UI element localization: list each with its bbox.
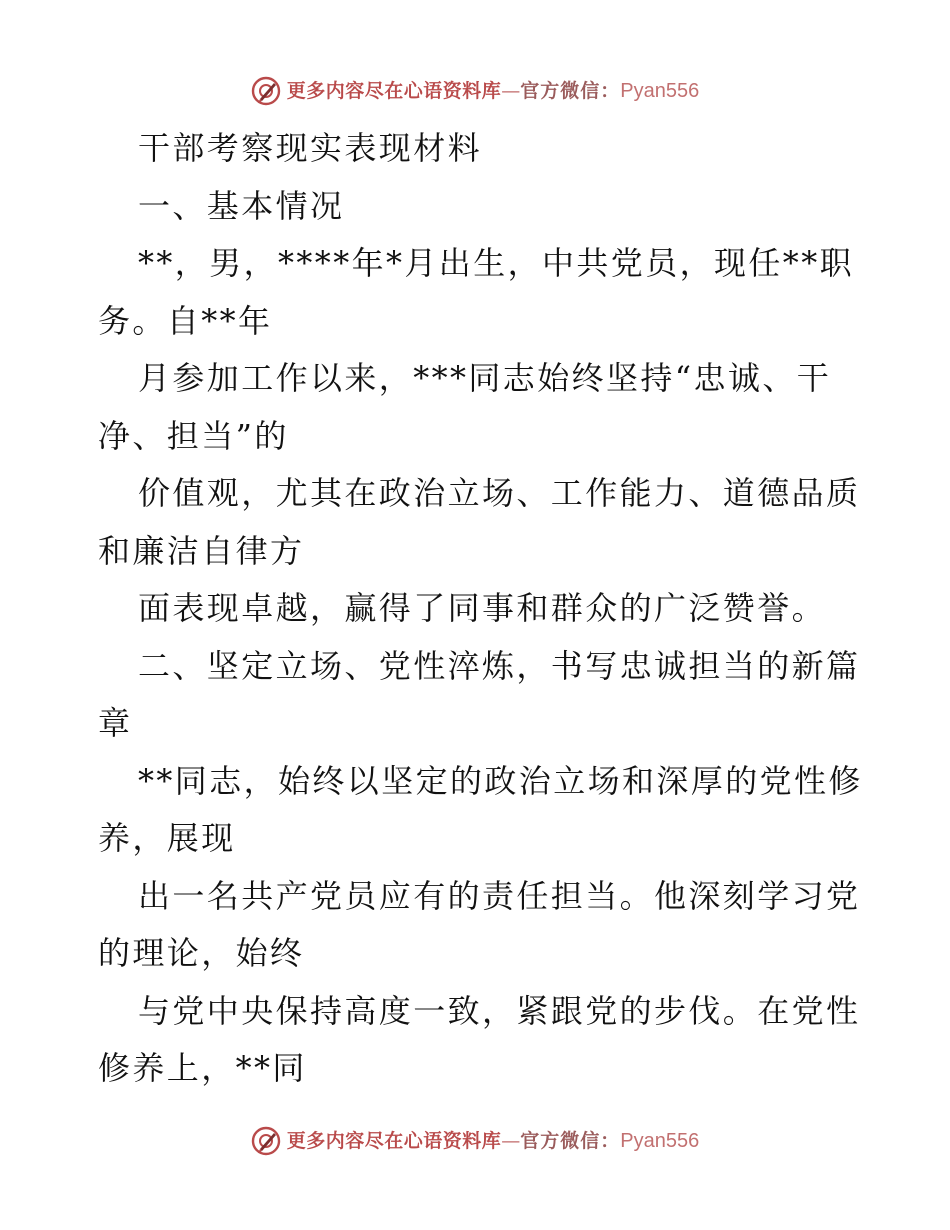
- section-heading: 二、坚定立场、党性淬炼，书写忠诚担当的新篇: [138, 646, 861, 685]
- paragraph-line: 的理论，始终: [98, 934, 305, 972]
- paragraph-line: 养，展现: [98, 819, 236, 857]
- paragraph-line: 与党中央保持高度一致，紧跟党的步伐。在党性: [138, 991, 861, 1030]
- pen-logo-icon: [251, 76, 281, 106]
- paragraph-line: 和廉洁自律方: [98, 531, 305, 570]
- section-heading-continued: 章: [98, 704, 133, 742]
- watermark-dash: —: [501, 1130, 521, 1152]
- watermark-header: [0, 76, 950, 106]
- paragraph-line: 面表现卓越，赢得了同事和群众的广泛赞誉。: [138, 589, 827, 627]
- pen-logo-icon: [251, 1126, 281, 1156]
- paragraph-line: **，男，****年*月出生，中共党员，现任**职: [138, 244, 855, 282]
- document-body: [98, 120, 863, 1098]
- watermark-title: 更多内容尽在心语资料库: [286, 1130, 502, 1152]
- paragraph-line: 月参加工作以来，***同志始终坚持“忠诚、干: [138, 359, 832, 397]
- watermark-wechat-id: Pyan556: [620, 80, 700, 102]
- section-heading: 一、基本情况: [138, 186, 345, 225]
- watermark-footer: [0, 1126, 950, 1156]
- paragraph-line: 价值观，尤其在政治立场、工作能力、道德品质: [138, 474, 861, 512]
- paragraph-line: 务。自**年: [98, 301, 273, 340]
- watermark-wechat-id: Pyan556: [620, 1130, 700, 1152]
- document-title: 干部考察现实表现材料: [138, 129, 483, 167]
- paragraph-line: 修养上，**同: [98, 1049, 307, 1087]
- paragraph-line: 净、担当”的: [98, 416, 289, 455]
- watermark-dash: —: [501, 80, 521, 102]
- watermark-official-label: 官方微信：: [520, 80, 621, 102]
- paragraph-line: **同志，始终以坚定的政治立场和深厚的党性修: [138, 761, 863, 800]
- paragraph-line: 出一名共产党员应有的责任担当。他深刻学习党: [138, 876, 861, 915]
- watermark-official-label: 官方微信：: [520, 1130, 621, 1152]
- watermark-title: 更多内容尽在心语资料库: [286, 80, 502, 102]
